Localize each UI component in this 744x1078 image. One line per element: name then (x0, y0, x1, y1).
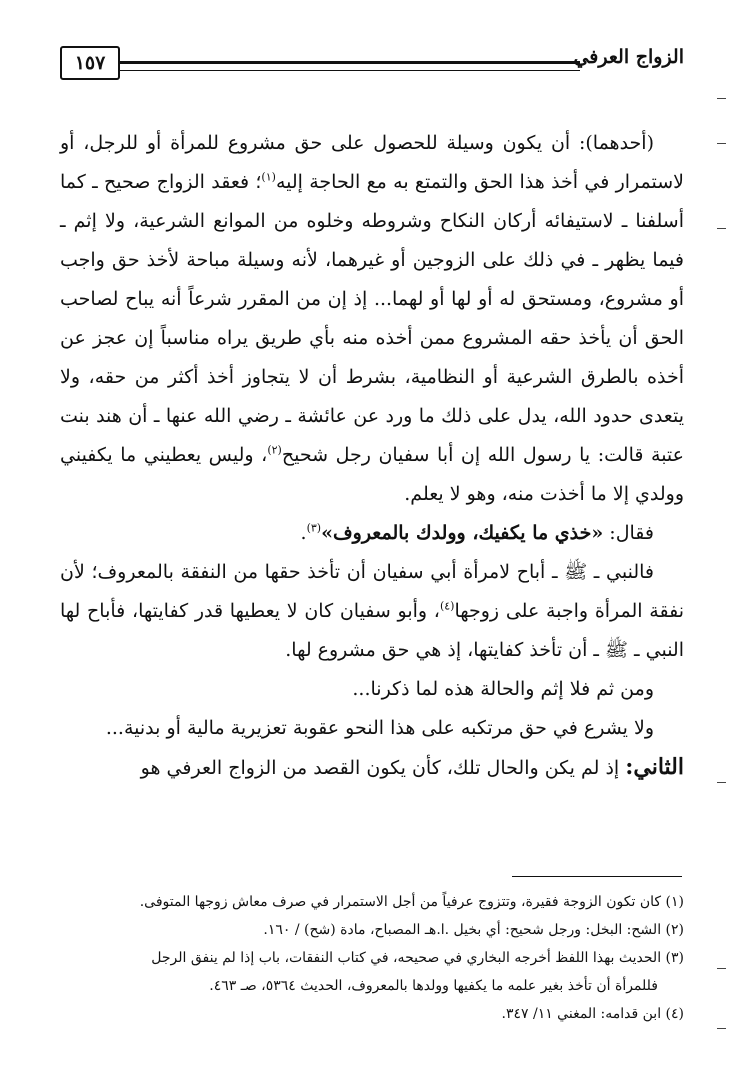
footnote-ref-1: (١) (261, 170, 276, 184)
footnote-2-number: (٢) (665, 922, 684, 938)
hadith-quote: «خذي ما يكفيك، وولدك بالمعروف» (321, 522, 604, 544)
margin-mark (717, 143, 726, 144)
paragraph-6-text: إذ لم يكن والحال تلك، كأن يكون القصد من الزواج العرفي هو (140, 757, 626, 779)
paragraph-2-text-a: فقال: (603, 522, 654, 544)
paragraph-5: ولا يشرع في حق مرتكبه على هذا النحو عقوبة تعزيرية مالية أو بدنية... (105, 717, 654, 739)
footnotes (60, 888, 684, 1028)
paragraph-6-lead: الثاني: (625, 754, 684, 780)
paragraph-1-text-b: ؛ فعقد الزواج صحيح ـ كما أسلفنا ـ لاستيفائه أركان النكاح وشروطه وخلوه من الموانع الشرعية، ولا إثم ـ فيما يظهر ـ في ذلك على الزوجين أو غيرهما، لأنه وسيلة مباحة لأخذ حق واجب أو مشروع، ومستحق له أو لها أو لهما... إذ إن من المقرر شرعاً أنه يباح لصاحب الحق أن يأخذ حقه المشروع ممن أخذه منه بأي طريق يراه مناسباً إن عجز عن أخذه بالطرق الشرعية أو النظامية، بشرط أن لا يتجاوز أخذ أكثر من حقه، ولا يتعدى حدود الله، يدل على ذلك ما ورد عن عائشة ـ رضي الله عنها ـ أن هند بنت عتبة قالت: يا رسول الله إن أبا سفيان رجل شحيح (60, 171, 685, 466)
paragraph-1-text-c: ، وليس يعطيني ما يكفيني وولدي إلا ما أخذت منه، وهو لا يعلم. (60, 444, 684, 505)
footnote-3-continuation: فللمرأة أن تأخذ بغير علمه ما يكفيها وولدها بالمعروف، الحديث ٥٣٦٤، صـ ٤٦٣. (209, 978, 658, 994)
margin-mark (717, 968, 726, 969)
paragraph-3-text-a: فالنبي ـ ﷺ ـ أباح لامرأة أبي سفيان أن تأخذ حقها من النفقة بالمعروف؛ لأن نفقة المرأة واجبة على زوجها (60, 561, 684, 622)
running-header (60, 40, 684, 84)
paragraph-3-text-b: ، وأبو سفيان كان لا يعطيها قدر كفايتها، فأباح لها النبي ـ ﷺ ـ أن تأخذ كفايتها، إذ هي حق مشروع لها. (60, 600, 684, 661)
paragraph-1 (60, 124, 684, 514)
footnote-1 (60, 888, 684, 916)
footnote-3-text: الحديث بهذا اللفظ أخرجه البخاري في صحيحه، في كتاب النفقات، باب إذا لم ينفق الرجل (151, 950, 662, 966)
footnote-4-number: (٤) (665, 1006, 684, 1022)
margin-mark (717, 228, 726, 229)
page-number: ١٥٧ (60, 46, 120, 80)
footnote-separator (512, 876, 682, 877)
margin-mark (717, 98, 726, 99)
paragraph-6 (60, 748, 684, 788)
footnote-3 (60, 944, 684, 972)
paragraph-3 (60, 553, 684, 670)
margin-mark (717, 1028, 726, 1029)
footnote-3-number: (٣) (665, 950, 684, 966)
header-title: الزواج العرفي (573, 46, 684, 68)
footnote-ref-3: (٣) (306, 521, 322, 535)
paragraph-2 (60, 514, 684, 553)
footnote-2-text: الشح: البخل: ورجل شحيح: أي بخيل .ا.هـ المصباح، مادة (شح) / ١٦٠. (263, 922, 662, 938)
footnote-ref-4: (٤) (439, 599, 455, 613)
footnote-1-text: كان تكون الزوجة فقيرة، وتتزوج عرفياً من أجل الاستمرار في صرف معاش زوجها المتوفى. (139, 894, 662, 910)
main-text (60, 124, 684, 788)
header-rule (118, 61, 580, 71)
footnote-1-number: (١) (665, 894, 684, 910)
paragraph-4: ومن ثم فلا إثم والحالة هذه لما ذكرنا... (352, 678, 654, 700)
footnote-4 (60, 1000, 684, 1028)
margin-mark (717, 782, 726, 783)
footnote-2 (60, 916, 684, 944)
footnote-4-text: ابن قدامه: المغني ١١/ ٣٤٧. (501, 1006, 662, 1022)
paragraph-1-text-a: (أحدهما): أن يكون وسيلة للحصول على حق مشروع للمرأة أو للرجل، أو لاستمرار في أخذ هذا الحق والتمتع به مع الحاجة إليه (60, 132, 685, 193)
paragraph-2-text-b: . (300, 522, 307, 544)
footnote-ref-2: (٢) (267, 443, 282, 457)
